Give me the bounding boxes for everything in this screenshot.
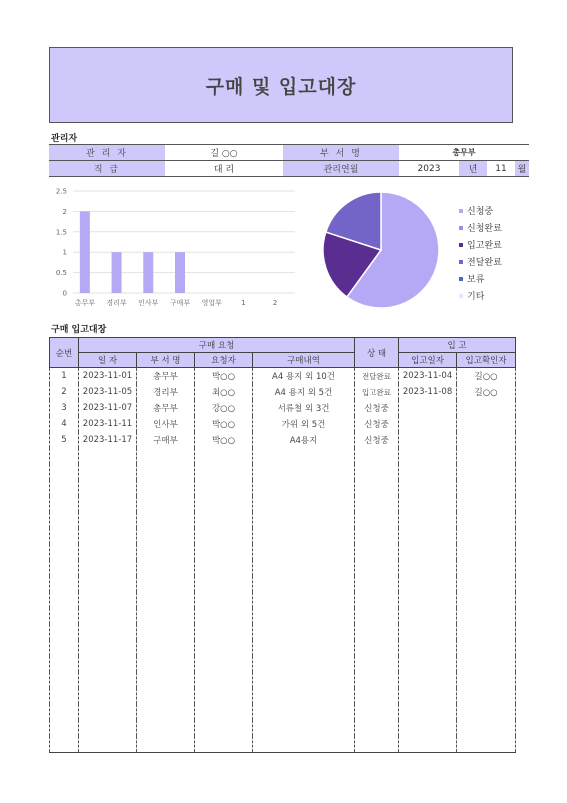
row-details[interactable]: A4 용지 외 5건 (253, 384, 355, 400)
empty-table-row (50, 464, 516, 480)
empty-cell[interactable] (195, 688, 253, 704)
empty-cell[interactable] (79, 528, 137, 544)
header-details: 구매내역 (253, 353, 355, 368)
empty-cell[interactable] (137, 592, 195, 608)
empty-cell[interactable] (195, 736, 253, 753)
empty-cell[interactable] (253, 608, 355, 624)
row-receipt-date[interactable] (399, 416, 457, 432)
empty-cell[interactable] (457, 448, 516, 464)
row-details[interactable]: 가위 외 5건 (253, 416, 355, 432)
empty-cell[interactable] (195, 624, 253, 640)
empty-cell[interactable] (137, 544, 195, 560)
row-details[interactable]: 서류철 외 3건 (253, 400, 355, 416)
empty-cell[interactable] (195, 640, 253, 656)
empty-cell[interactable] (195, 496, 253, 512)
empty-cell[interactable] (253, 496, 355, 512)
empty-cell[interactable] (79, 704, 137, 720)
y-tick-label: 1 (62, 248, 67, 257)
row-details[interactable]: A4 용지 외 10건 (253, 368, 355, 385)
legend-label: 전달완료 (467, 258, 502, 268)
empty-cell[interactable] (355, 464, 399, 480)
empty-cell[interactable] (79, 624, 137, 640)
legend-item (459, 202, 502, 219)
y-tick-label: 0.5 (55, 269, 67, 278)
row-dept[interactable]: 총무부 (137, 400, 195, 416)
empty-cell[interactable] (79, 544, 137, 560)
empty-cell[interactable] (50, 624, 79, 640)
empty-cell[interactable] (355, 544, 399, 560)
empty-cell[interactable] (457, 480, 516, 496)
y-tick-label: 2 (62, 207, 67, 216)
empty-cell[interactable] (355, 704, 399, 720)
empty-cell[interactable] (79, 512, 137, 528)
row-receipt-confirm[interactable] (457, 432, 516, 448)
row-receipt-confirm[interactable]: 길○○ (457, 384, 516, 400)
legend-item (459, 219, 502, 236)
empty-cell[interactable] (195, 560, 253, 576)
empty-cell[interactable] (79, 656, 137, 672)
empty-cell[interactable] (79, 560, 137, 576)
empty-cell[interactable] (399, 672, 457, 688)
empty-cell[interactable] (195, 656, 253, 672)
empty-cell[interactable] (79, 640, 137, 656)
legend-swatch (459, 277, 463, 281)
empty-cell[interactable] (355, 720, 399, 736)
x-tick-label: 1 (241, 299, 246, 307)
header-no: 순번 (50, 338, 79, 368)
header-receipt-group: 입 고 (399, 338, 516, 353)
bar-총무부 (80, 211, 90, 293)
x-tick-label: 영업부 (201, 299, 222, 307)
empty-cell[interactable] (253, 688, 355, 704)
row-date[interactable]: 2023-11-01 (79, 368, 137, 385)
empty-cell[interactable] (195, 576, 253, 592)
empty-cell[interactable] (137, 688, 195, 704)
manager-label: 관 리 자 (49, 145, 165, 161)
header-dept: 부 서 명 (137, 353, 195, 368)
empty-cell[interactable] (355, 496, 399, 512)
empty-table-row (50, 560, 516, 576)
empty-cell[interactable] (253, 512, 355, 528)
row-receipt-date[interactable] (399, 432, 457, 448)
table-row (50, 384, 516, 400)
x-tick-label: 총무부 (74, 299, 96, 307)
empty-cell[interactable] (137, 496, 195, 512)
empty-table-row (50, 624, 516, 640)
empty-cell[interactable] (195, 672, 253, 688)
empty-cell[interactable] (195, 480, 253, 496)
row-status[interactable]: 신청중 (355, 400, 399, 416)
table-row (50, 368, 516, 385)
bar-인사부 (143, 252, 153, 293)
empty-cell[interactable] (253, 640, 355, 656)
empty-cell[interactable] (399, 608, 457, 624)
empty-cell[interactable] (399, 624, 457, 640)
empty-cell[interactable] (399, 736, 457, 753)
empty-cell[interactable] (355, 560, 399, 576)
empty-cell[interactable] (457, 704, 516, 720)
empty-cell[interactable] (457, 688, 516, 704)
empty-cell[interactable] (79, 592, 137, 608)
empty-cell[interactable] (253, 448, 355, 464)
empty-cell[interactable] (457, 624, 516, 640)
empty-cell[interactable] (457, 720, 516, 736)
empty-cell[interactable] (195, 448, 253, 464)
empty-cell[interactable] (79, 720, 137, 736)
empty-cell[interactable] (399, 480, 457, 496)
rank-label: 직 급 (49, 161, 165, 177)
legend-swatch (459, 226, 463, 230)
row-dept[interactable]: 총무부 (137, 368, 195, 385)
empty-table-row (50, 656, 516, 672)
empty-cell[interactable] (399, 528, 457, 544)
empty-cell[interactable] (253, 624, 355, 640)
empty-cell[interactable] (399, 448, 457, 464)
legend-swatch (459, 260, 463, 264)
empty-cell[interactable] (457, 576, 516, 592)
empty-cell[interactable] (355, 448, 399, 464)
bar-구매부 (175, 252, 185, 293)
document-title-box (49, 47, 513, 123)
empty-cell[interactable] (355, 480, 399, 496)
empty-cell[interactable] (457, 592, 516, 608)
empty-cell[interactable] (253, 736, 355, 753)
legend-label: 신청완료 (467, 224, 502, 234)
row-status[interactable]: 신청중 (355, 432, 399, 448)
empty-cell[interactable] (253, 464, 355, 480)
empty-cell[interactable] (355, 592, 399, 608)
empty-table-row (50, 496, 516, 512)
empty-cell[interactable] (195, 608, 253, 624)
empty-cell[interactable] (355, 624, 399, 640)
empty-cell[interactable] (399, 544, 457, 560)
empty-cell[interactable] (253, 528, 355, 544)
empty-cell[interactable] (50, 464, 79, 480)
empty-cell[interactable] (399, 464, 457, 480)
empty-table-row (50, 608, 516, 624)
empty-cell[interactable] (253, 704, 355, 720)
table-row (50, 400, 516, 416)
empty-cell[interactable] (50, 576, 79, 592)
month-unit: 월 (515, 161, 529, 177)
empty-cell[interactable] (50, 496, 79, 512)
empty-cell[interactable] (399, 576, 457, 592)
legend-item (459, 270, 502, 287)
document-title: 구매 및 입고대장 (205, 75, 357, 98)
empty-cell[interactable] (399, 592, 457, 608)
table-row (50, 416, 516, 432)
empty-cell[interactable] (50, 608, 79, 624)
empty-cell[interactable] (399, 720, 457, 736)
header-requester: 요청자 (195, 353, 253, 368)
empty-cell[interactable] (457, 464, 516, 480)
x-tick-label: 경리부 (106, 299, 127, 307)
empty-cell[interactable] (457, 544, 516, 560)
pie-legend (459, 202, 502, 304)
legend-label: 입고완료 (467, 241, 502, 251)
status-pie-chart (318, 187, 444, 313)
empty-table-row (50, 736, 516, 753)
empty-table-row (50, 528, 516, 544)
empty-cell[interactable] (50, 448, 79, 464)
empty-cell[interactable] (253, 480, 355, 496)
ledger-section-label: 구매 입고대장 (51, 325, 107, 335)
empty-cell[interactable] (253, 560, 355, 576)
empty-cell[interactable] (457, 656, 516, 672)
row-date[interactable]: 2023-11-05 (79, 384, 137, 400)
empty-cell[interactable] (355, 512, 399, 528)
empty-cell[interactable] (79, 576, 137, 592)
empty-cell[interactable] (137, 720, 195, 736)
empty-table-row (50, 448, 516, 464)
year-value[interactable]: 2023 (399, 161, 459, 177)
empty-cell[interactable] (50, 480, 79, 496)
row-receipt-confirm[interactable] (457, 416, 516, 432)
row-no[interactable]: 4 (50, 416, 79, 432)
empty-cell[interactable] (195, 720, 253, 736)
header-status: 상 태 (355, 338, 399, 368)
empty-table-row (50, 688, 516, 704)
empty-cell[interactable] (195, 704, 253, 720)
table-row (50, 432, 516, 448)
empty-cell[interactable] (399, 560, 457, 576)
empty-cell[interactable] (355, 528, 399, 544)
empty-cell[interactable] (195, 544, 253, 560)
empty-cell[interactable] (137, 640, 195, 656)
row-no[interactable]: 2 (50, 384, 79, 400)
row-no[interactable]: 5 (50, 432, 79, 448)
empty-cell[interactable] (253, 544, 355, 560)
empty-table-row (50, 480, 516, 496)
empty-cell[interactable] (253, 592, 355, 608)
empty-cell[interactable] (137, 576, 195, 592)
empty-cell[interactable] (137, 672, 195, 688)
row-date[interactable]: 2023-11-07 (79, 400, 137, 416)
row-receipt-date[interactable]: 2023-11-08 (399, 384, 457, 400)
row-receipt-date[interactable]: 2023-11-04 (399, 368, 457, 385)
legend-swatch (459, 243, 463, 247)
empty-cell[interactable] (50, 640, 79, 656)
year-unit: 년 (459, 161, 487, 177)
row-receipt-confirm[interactable]: 길○○ (457, 368, 516, 385)
header-request-group: 구매 요청 (79, 338, 355, 353)
empty-cell[interactable] (137, 704, 195, 720)
dept-label: 부 서 명 (283, 145, 399, 161)
empty-cell[interactable] (355, 736, 399, 753)
empty-cell[interactable] (50, 656, 79, 672)
empty-cell[interactable] (137, 736, 195, 753)
empty-cell[interactable] (457, 640, 516, 656)
empty-cell[interactable] (137, 480, 195, 496)
legend-swatch (459, 209, 463, 213)
empty-cell[interactable] (195, 512, 253, 528)
empty-cell[interactable] (457, 672, 516, 688)
empty-cell[interactable] (355, 688, 399, 704)
empty-cell[interactable] (137, 464, 195, 480)
empty-cell[interactable] (355, 672, 399, 688)
empty-table-row (50, 544, 516, 560)
empty-cell[interactable] (50, 560, 79, 576)
empty-cell[interactable] (137, 624, 195, 640)
row-status[interactable]: 입고완료 (355, 384, 399, 400)
empty-cell[interactable] (79, 480, 137, 496)
empty-cell[interactable] (137, 448, 195, 464)
row-requester[interactable]: 최○○ (195, 384, 253, 400)
y-tick-label: 0 (62, 289, 67, 298)
row-no[interactable]: 3 (50, 400, 79, 416)
empty-cell[interactable] (137, 512, 195, 528)
x-tick-label: 인사부 (138, 299, 159, 307)
empty-cell[interactable] (50, 544, 79, 560)
empty-cell[interactable] (457, 608, 516, 624)
row-no[interactable]: 1 (50, 368, 79, 385)
legend-item (459, 253, 502, 270)
empty-table-row (50, 704, 516, 720)
x-tick-label: 2 (272, 299, 278, 307)
row-requester[interactable]: 강○○ (195, 400, 253, 416)
header-receipt-confirm: 입고확인자 (457, 353, 516, 368)
empty-table-row (50, 640, 516, 656)
empty-cell[interactable] (355, 640, 399, 656)
empty-cell[interactable] (457, 528, 516, 544)
empty-cell[interactable] (137, 528, 195, 544)
empty-cell[interactable] (79, 496, 137, 512)
header-receipt-date: 입고일자 (399, 353, 457, 368)
row-requester[interactable]: 박○○ (195, 432, 253, 448)
legend-label: 기타 (467, 292, 485, 302)
bar-경리부 (112, 252, 122, 293)
row-dept[interactable]: 구매부 (137, 432, 195, 448)
empty-cell[interactable] (355, 576, 399, 592)
empty-cell[interactable] (457, 560, 516, 576)
empty-table-row (50, 720, 516, 736)
empty-cell[interactable] (79, 608, 137, 624)
empty-cell[interactable] (137, 608, 195, 624)
empty-cell[interactable] (399, 512, 457, 528)
header-date: 일 자 (79, 353, 137, 368)
empty-table-row (50, 512, 516, 528)
y-tick-label: 1.5 (55, 228, 67, 237)
department-bar-chart (49, 183, 301, 311)
empty-table-row (50, 672, 516, 688)
empty-cell[interactable] (195, 592, 253, 608)
month-value[interactable]: 11 (487, 161, 515, 177)
empty-cell[interactable] (50, 512, 79, 528)
empty-cell[interactable] (253, 720, 355, 736)
empty-cell[interactable] (195, 464, 253, 480)
empty-cell[interactable] (399, 688, 457, 704)
empty-cell[interactable] (50, 720, 79, 736)
empty-table-row (50, 592, 516, 608)
y-tick-label: 2.5 (55, 187, 67, 196)
empty-cell[interactable] (50, 672, 79, 688)
legend-item (459, 287, 502, 304)
manager-value[interactable]: 길 ○○ (165, 145, 283, 161)
row-receipt-date[interactable] (399, 400, 457, 416)
empty-cell[interactable] (399, 656, 457, 672)
ledger-table (49, 337, 516, 753)
empty-cell[interactable] (137, 656, 195, 672)
empty-cell[interactable] (50, 688, 79, 704)
empty-cell[interactable] (50, 592, 79, 608)
empty-cell[interactable] (50, 704, 79, 720)
empty-cell[interactable] (50, 528, 79, 544)
empty-cell[interactable] (457, 736, 516, 753)
empty-cell[interactable] (253, 576, 355, 592)
empty-cell[interactable] (137, 560, 195, 576)
row-details[interactable]: A4용지 (253, 432, 355, 448)
empty-cell[interactable] (457, 512, 516, 528)
row-dept[interactable]: 인사부 (137, 416, 195, 432)
row-date[interactable]: 2023-11-17 (79, 432, 137, 448)
empty-cell[interactable] (79, 688, 137, 704)
legend-label: 신청중 (467, 207, 494, 217)
x-tick-label: 구매부 (169, 299, 191, 307)
empty-cell[interactable] (355, 608, 399, 624)
row-requester[interactable]: 박○○ (195, 416, 253, 432)
empty-table-row (50, 576, 516, 592)
empty-cell[interactable] (50, 736, 79, 753)
empty-cell[interactable] (253, 656, 355, 672)
rank-value[interactable]: 대 리 (165, 161, 283, 177)
row-status[interactable]: 신청중 (355, 416, 399, 432)
empty-cell[interactable] (79, 736, 137, 753)
empty-cell[interactable] (457, 496, 516, 512)
row-status[interactable]: 전달완료 (355, 368, 399, 385)
legend-swatch (459, 294, 463, 298)
row-dept[interactable]: 경리부 (137, 384, 195, 400)
legend-item (459, 236, 502, 253)
empty-cell[interactable] (399, 496, 457, 512)
empty-cell[interactable] (399, 704, 457, 720)
manager-section-label: 관리자 (51, 134, 78, 144)
row-receipt-confirm[interactable] (457, 400, 516, 416)
manager-table (49, 144, 529, 177)
empty-cell[interactable] (79, 672, 137, 688)
empty-cell[interactable] (399, 640, 457, 656)
empty-cell[interactable] (79, 464, 137, 480)
dept-value[interactable]: 총무부 (399, 145, 529, 161)
row-date[interactable]: 2023-11-11 (79, 416, 137, 432)
empty-cell[interactable] (195, 528, 253, 544)
row-requester[interactable]: 박○○ (195, 368, 253, 385)
legend-label: 보류 (467, 275, 485, 285)
month-label: 관리연월 (283, 161, 399, 177)
empty-cell[interactable] (79, 448, 137, 464)
empty-cell[interactable] (253, 672, 355, 688)
empty-cell[interactable] (355, 656, 399, 672)
